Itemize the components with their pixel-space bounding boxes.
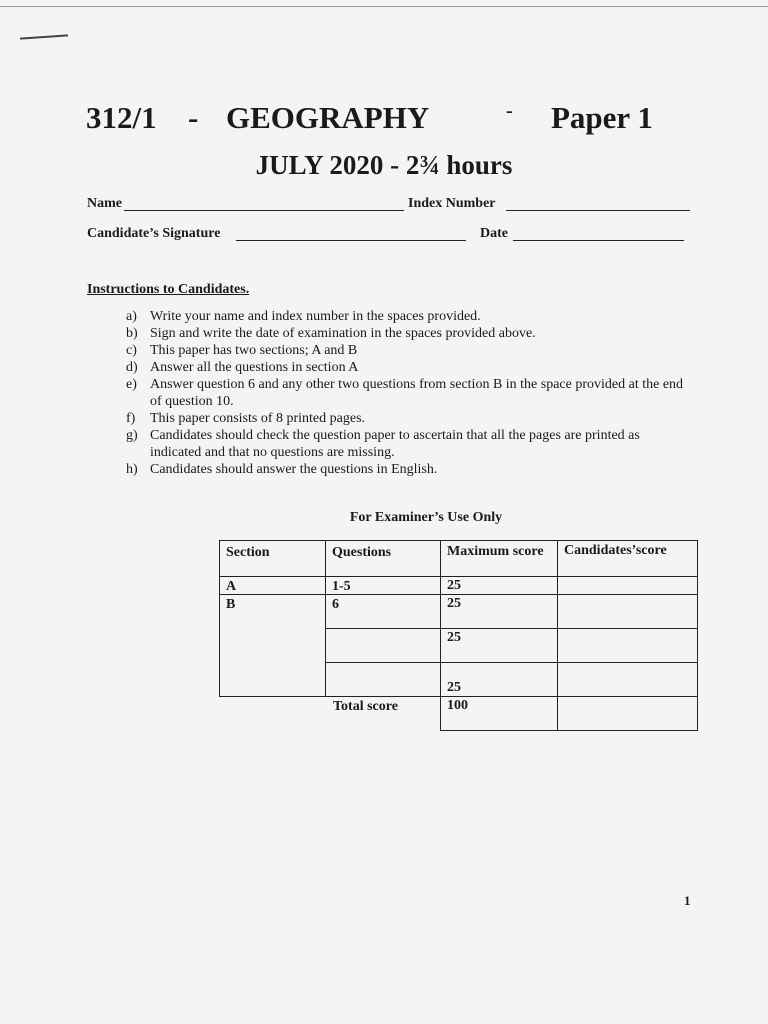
- instructions-list: [126, 308, 686, 478]
- date-duration-text: JULY 2020 - 2¾ hours: [255, 150, 513, 180]
- candidate-score-cell[interactable]: [558, 595, 697, 628]
- instruction-item: c) This paper has two sections; A and B: [126, 343, 358, 358]
- instruction-item: g) Candidates should check the question paper to ascertain that all the pages are printed as indicated and that no questions are missing.: [126, 428, 640, 460]
- table-border: [219, 540, 698, 541]
- total-score-label: Total score: [333, 699, 398, 714]
- signature-label: Candidate’s Signature: [87, 226, 221, 241]
- instruction-item: d) Answer all the questions in section A: [126, 360, 359, 375]
- table-border: [325, 540, 326, 697]
- row-b3-max: 25: [447, 680, 461, 695]
- row-b2-max: 25: [447, 630, 461, 645]
- row-b-section: B: [226, 597, 236, 612]
- title-dash-small: -: [506, 100, 513, 122]
- title-dash: -: [188, 100, 199, 135]
- instruction-item: h) Candidates should answer the questions in English.: [126, 462, 438, 477]
- name-field[interactable]: [124, 210, 404, 211]
- table-border: [219, 540, 220, 697]
- candidate-total-cell[interactable]: [558, 697, 697, 730]
- header-max-score: Maximum score: [447, 544, 544, 559]
- row-a-section: A: [226, 579, 237, 594]
- paper-number: Paper 1: [551, 100, 653, 135]
- candidate-score-cell[interactable]: [558, 663, 697, 696]
- instruction-item: e) Answer question 6 and any other two questions from section B in the space provided at the end of question 10.: [126, 377, 684, 409]
- instruction-item: f) This paper consists of 8 printed pages.: [126, 411, 366, 426]
- date-field[interactable]: [513, 240, 684, 241]
- signature-field[interactable]: [236, 240, 466, 241]
- table-border: [697, 540, 698, 730]
- page-number: 1: [684, 893, 691, 908]
- header-section: Section: [226, 545, 270, 560]
- candidate-score-cell[interactable]: [558, 577, 697, 594]
- table-border: [440, 730, 698, 731]
- row-a-questions: 1-5: [332, 579, 351, 594]
- pen-mark: [20, 34, 68, 39]
- subject-name: GEOGRAPHY: [226, 100, 430, 135]
- exam-date-duration: [0, 150, 768, 181]
- instructions-heading: Instructions to Candidates.: [87, 282, 250, 297]
- candidate-score-cell[interactable]: [558, 629, 697, 662]
- row-b-max: 25: [447, 596, 461, 611]
- exam-title: [86, 100, 686, 140]
- instruction-item: b) Sign and write the date of examination in the spaces provided above.: [126, 326, 536, 341]
- instruction-item: a) Write your name and index number in the spaces provided.: [126, 309, 481, 324]
- table-border: [440, 540, 441, 730]
- total-score-value: 100: [447, 698, 468, 713]
- row-a-max: 25: [447, 578, 461, 593]
- index-number-label: Index Number: [408, 196, 496, 211]
- index-number-field[interactable]: [506, 210, 690, 211]
- scan-edge-line: [0, 6, 768, 7]
- paper-code: 312/1: [86, 100, 157, 135]
- header-candidate-score: Candidates’score: [564, 543, 667, 558]
- name-label: Name: [87, 196, 122, 211]
- examiner-table-title: For Examiner’s Use Only: [349, 510, 503, 525]
- date-label: Date: [480, 226, 508, 241]
- row-b-questions: 6: [332, 597, 339, 612]
- header-questions: Questions: [332, 545, 392, 560]
